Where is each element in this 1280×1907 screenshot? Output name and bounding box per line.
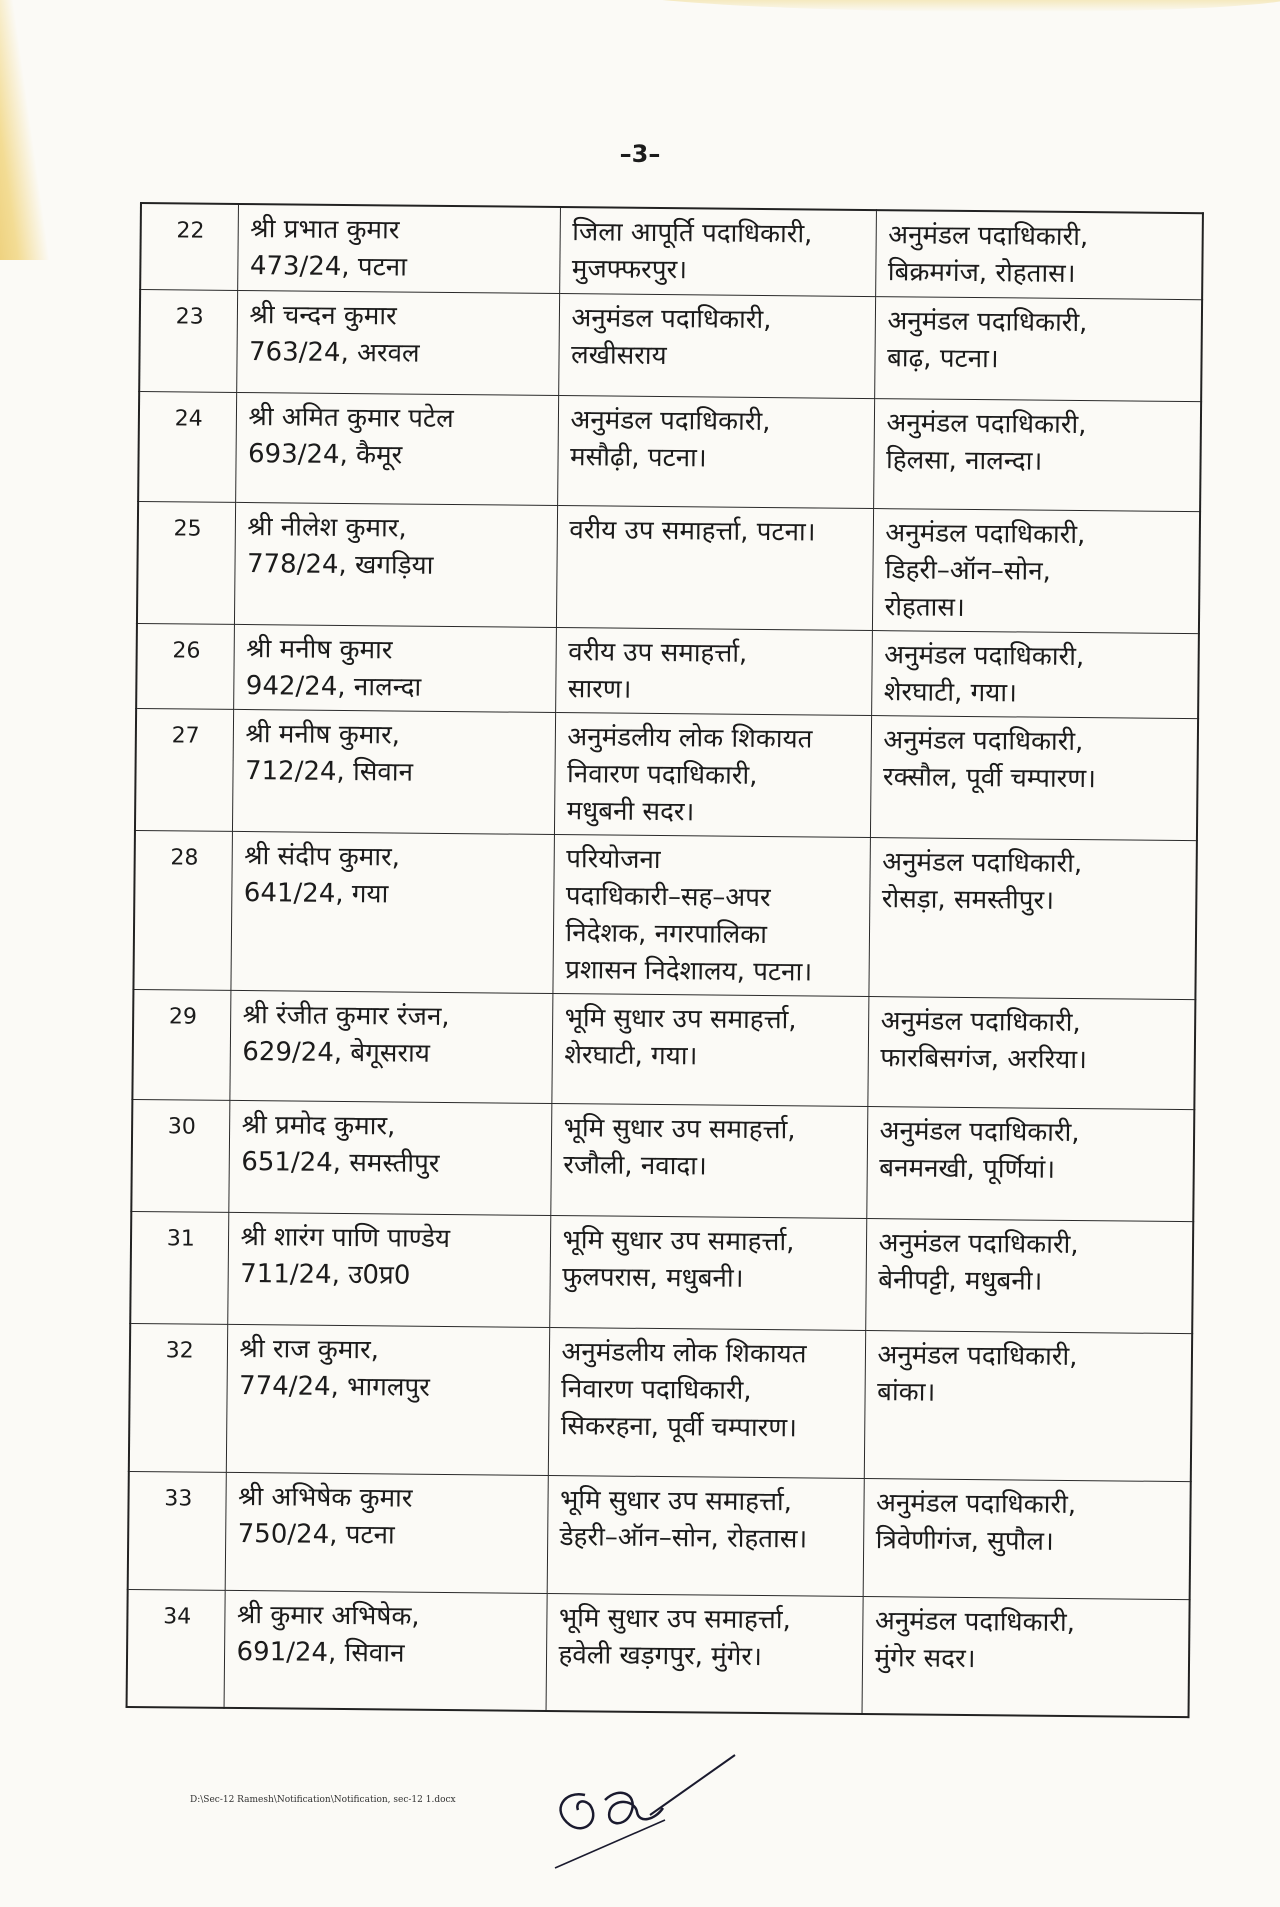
officer-cell-line: 473/24, पटना	[249, 251, 408, 283]
new-posting-cell-line: अनुमंडल पदाधिकारी,	[883, 724, 1084, 757]
table-row	[139, 289, 1202, 401]
officer-cell	[228, 1100, 551, 1215]
new-posting-cell-line: डिहरी–ऑन–सोन,	[884, 554, 1052, 587]
current-post-cell-line: प्रशासन निदेशालय, पटना।	[565, 954, 813, 987]
current-post-cell-line: अनुमंडल पदाधिकारी,	[571, 302, 772, 335]
new-posting-cell-line: अनुमंडल पदाधिकारी,	[877, 1339, 1078, 1372]
current-post-cell-line: भूमि सुधार उप समाहर्त्ता,	[558, 1602, 792, 1635]
new-posting-cell-line: रोसड़ा, समस्तीपुर।	[881, 883, 1055, 916]
officer-cell-line: 629/24, बेगूसराय	[242, 1036, 431, 1069]
serial-number-cell: 34	[127, 1589, 225, 1708]
new-posting-cell-line: अनुमंडल पदाधिकारी,	[886, 407, 1087, 440]
officer-cell	[227, 1212, 550, 1327]
new-posting-cell	[875, 210, 1203, 299]
new-posting-cell	[865, 1218, 1193, 1333]
serial-number-cell: 27	[135, 708, 233, 831]
current-post-cell	[557, 395, 874, 508]
current-post-cell	[549, 1215, 866, 1330]
new-posting-cell	[868, 837, 1197, 999]
officer-cell-line: श्री मनीष कुमार	[246, 633, 393, 665]
officer-cell-line: श्री अमित कुमार पटेल	[248, 401, 454, 434]
transfer-table-body	[127, 203, 1203, 1717]
new-posting-cell-line: रोहतास।	[884, 591, 965, 623]
new-posting-cell-line: अनुमंडल पदाधिकारी,	[874, 1605, 1076, 1638]
current-post-cell-line: भूमि सुधार उप समाहर्त्ता,	[564, 1002, 797, 1035]
current-post-cell	[552, 834, 870, 996]
current-post-cell-line: सिकरहना, पूर्वी चम्पारण।	[560, 1410, 798, 1443]
current-post-cell	[559, 207, 876, 296]
new-posting-cell-line: अनुमंडल पदाधिकारी,	[875, 1487, 1077, 1520]
officer-cell-line: 711/24, उ0प्र0	[240, 1258, 411, 1291]
officer-cell-line: श्री प्रमोद कुमार,	[241, 1109, 396, 1141]
officer-cell	[233, 624, 556, 712]
new-posting-cell-line: रक्सौल, पूर्वी चम्पारण।	[882, 761, 1097, 794]
new-posting-cell-line: फारबिसगंज, अररिया।	[880, 1042, 1088, 1075]
officer-cell-line: श्री चन्दन कुमार	[249, 299, 397, 331]
current-post-cell	[555, 627, 872, 715]
current-post-cell	[546, 1593, 863, 1714]
new-posting-cell	[872, 508, 1200, 633]
officer-cell-line: श्री शारंग पाणि पाण्डेय	[240, 1221, 451, 1254]
new-posting-cell	[873, 398, 1201, 511]
officer-cell-line: श्री संदीप कुमार,	[244, 840, 401, 873]
officer-cell	[224, 1590, 547, 1711]
table-row	[140, 203, 1203, 299]
new-posting-cell-line: बिक्रमगंज, रोहतास।	[887, 257, 1076, 289]
officer-cell	[225, 1472, 548, 1593]
current-post-cell-line: भूमि सुधार उप समाहर्त्ता,	[562, 1224, 795, 1257]
new-posting-cell-line: अनुमंडल पदाधिकारी,	[884, 639, 1085, 672]
current-post-cell	[550, 1103, 867, 1218]
new-posting-cell-line: मुंगेर सदर।	[874, 1642, 976, 1674]
new-posting-cell-line: हिलसा, नालन्दा।	[885, 444, 1043, 477]
table-row	[136, 623, 1199, 718]
new-posting-cell-line: अनुमंडल पदाधिकारी,	[888, 220, 1089, 253]
current-post-cell	[551, 993, 868, 1106]
officer-cell-line: श्री प्रभात कुमार	[250, 214, 400, 246]
officer-cell-line: 712/24, सिवान	[244, 755, 414, 788]
officer-cell-line: श्री रंजीत कुमार रंजन,	[242, 999, 450, 1032]
officer-cell-line: 778/24, खगड़िया	[246, 548, 434, 581]
current-post-cell-line: डेहरी–ऑन–सोन, रोहतास।	[559, 1521, 808, 1554]
new-posting-cell	[871, 630, 1199, 718]
table-row	[127, 1589, 1190, 1717]
serial-number-cell: 26	[136, 623, 234, 709]
current-post-cell-line: लखीसराय	[570, 339, 667, 371]
new-posting-cell-line: बनमनखी, पूर्णियां।	[879, 1152, 1056, 1185]
new-posting-cell	[866, 1106, 1194, 1221]
officer-cell-line: 691/24, सिवान	[236, 1636, 405, 1669]
new-posting-cell-line: अनुमंडल पदाधिकारी,	[878, 1227, 1079, 1260]
current-post-cell-line: निवारण पदाधिकारी,	[560, 1373, 752, 1406]
officer-cell-line: श्री अभिषेक कुमार	[237, 1481, 413, 1514]
serial-number-cell: 32	[129, 1323, 227, 1472]
current-post-cell-line: अनुमंडलीय लोक शिकायत	[561, 1336, 807, 1369]
new-posting-cell-line: अनुमंडल पदाधिकारी,	[879, 1115, 1080, 1148]
serial-number-cell: 29	[132, 989, 230, 1100]
current-post-cell-line: मुजफ्फरपुर।	[571, 254, 688, 286]
new-posting-cell	[870, 715, 1198, 840]
current-post-cell-line: जिला आपूर्ति पदाधिकारी,	[572, 217, 813, 250]
officer-cell	[235, 392, 558, 505]
current-post-cell-line: हवेली खड़गपुर, मुंगेर।	[558, 1639, 763, 1672]
current-post-cell-line: वरीय उप समाहर्त्ता,	[568, 636, 748, 669]
current-post-cell	[548, 1327, 865, 1478]
new-posting-cell-line: अनुमंडल पदाधिकारी,	[885, 517, 1086, 550]
serial-number-cell: 24	[138, 391, 236, 502]
officer-cell-line: 693/24, कैमूर	[247, 438, 403, 471]
officer-cell	[237, 204, 560, 293]
new-posting-cell	[867, 996, 1195, 1109]
current-post-cell-line: वरीय उप समाहर्त्ता, पटना।	[569, 514, 816, 547]
footer-file-path: D:\Sec-12 Ramesh\Notification\Notification, sec-12 1.docx	[190, 1795, 456, 1805]
serial-number-cell: 30	[131, 1099, 229, 1212]
new-posting-cell	[874, 296, 1202, 401]
table-row	[135, 708, 1198, 840]
new-posting-cell-line: अनुमंडल पदाधिकारी,	[887, 305, 1088, 338]
serial-number-cell: 31	[130, 1211, 228, 1324]
table-row	[129, 1323, 1192, 1481]
officer-cell-line: 651/24, समस्तीपुर	[241, 1146, 440, 1179]
current-post-cell	[556, 505, 873, 630]
serial-number-cell: 22	[140, 203, 238, 290]
table-row	[128, 1471, 1191, 1599]
new-posting-cell	[864, 1330, 1192, 1481]
officer-cell-line: 750/24, पटना	[237, 1518, 395, 1551]
current-post-cell-line: फुलपरास, मधुबनी।	[562, 1261, 744, 1294]
current-post-cell-line: मधुबनी सदर।	[566, 795, 695, 827]
new-posting-cell-line: त्रिवेणीगंज, सुपौल।	[875, 1524, 1054, 1557]
table-row	[132, 989, 1195, 1109]
current-post-cell	[558, 293, 875, 398]
handwritten-signature	[545, 1740, 745, 1870]
current-post-cell	[547, 1475, 864, 1596]
officer-cell	[229, 990, 552, 1103]
table-row	[133, 830, 1196, 999]
officer-cell	[226, 1324, 549, 1475]
officer-cell-line: 763/24, अरवल	[248, 336, 420, 369]
current-post-cell-line: निदेशक, नगरपालिका	[565, 917, 768, 950]
officer-cell	[232, 709, 555, 834]
new-posting-cell-line: बाढ़, पटना।	[886, 342, 999, 374]
current-post-cell-line: पदाधिकारी–सह–अपर	[565, 880, 771, 913]
current-post-cell-line: निवारण पदाधिकारी,	[566, 758, 758, 791]
current-post-cell-line: सारण।	[567, 673, 632, 705]
current-post-cell-line: अनुमंडल पदाधिकारी,	[570, 404, 771, 437]
officer-cell	[236, 290, 559, 395]
new-posting-cell-line: अनुमंडल पदाधिकारी,	[882, 846, 1083, 879]
current-post-cell-line: भूमि सुधार उप समाहर्त्ता,	[563, 1112, 796, 1145]
current-post-cell-line: भूमि सुधार उप समाहर्त्ता,	[559, 1484, 793, 1517]
officer-cell-line: 641/24, गया	[243, 877, 389, 909]
serial-number-cell: 25	[137, 501, 235, 624]
new-posting-cell-line: अनुमंडल पदाधिकारी,	[880, 1005, 1081, 1038]
current-post-cell-line: शेरघाटी, गया।	[564, 1039, 698, 1071]
new-posting-cell-line: बांका।	[876, 1376, 936, 1408]
officer-cell	[234, 502, 557, 627]
page-number: –3–	[619, 140, 661, 168]
new-posting-cell-line: बेनीपट्टी, मधुबनी।	[878, 1264, 1043, 1297]
officer-cell-line: श्री नीलेश कुमार,	[247, 511, 407, 544]
table-row	[130, 1211, 1193, 1333]
transfer-table-wrapper	[126, 202, 1202, 1718]
officer-cell-line: 774/24, भागलपुर	[238, 1370, 430, 1403]
serial-number-cell: 23	[139, 289, 237, 392]
officer-cell-line: श्री राज कुमार,	[239, 1333, 380, 1365]
current-post-cell	[554, 712, 871, 837]
current-post-cell-line: अनुमंडलीय लोक शिकायत	[567, 721, 813, 754]
current-post-cell-line: मसौढ़ी, पटना।	[569, 441, 707, 473]
table-row	[131, 1099, 1194, 1221]
serial-number-cell: 33	[128, 1471, 226, 1590]
table-row	[137, 501, 1200, 633]
officer-cell	[230, 831, 554, 993]
paper-edge-left	[0, 0, 50, 260]
table-row	[138, 391, 1201, 511]
current-post-cell-line: परियोजना	[566, 843, 661, 875]
officer-cell-line: 942/24, नालन्दा	[245, 670, 422, 703]
paper-edge-top	[600, 0, 1280, 12]
new-posting-cell	[862, 1596, 1190, 1717]
new-posting-cell-line: शेरघाटी, गया।	[883, 676, 1018, 708]
serial-number-cell: 28	[133, 830, 232, 990]
officer-cell-line: श्री कुमार अभिषेक,	[236, 1599, 420, 1632]
transfer-table	[126, 202, 1204, 1718]
officer-cell-line: श्री मनीष कुमार,	[245, 718, 401, 751]
new-posting-cell	[863, 1478, 1191, 1599]
current-post-cell-line: रजौली, नवादा।	[563, 1149, 707, 1181]
